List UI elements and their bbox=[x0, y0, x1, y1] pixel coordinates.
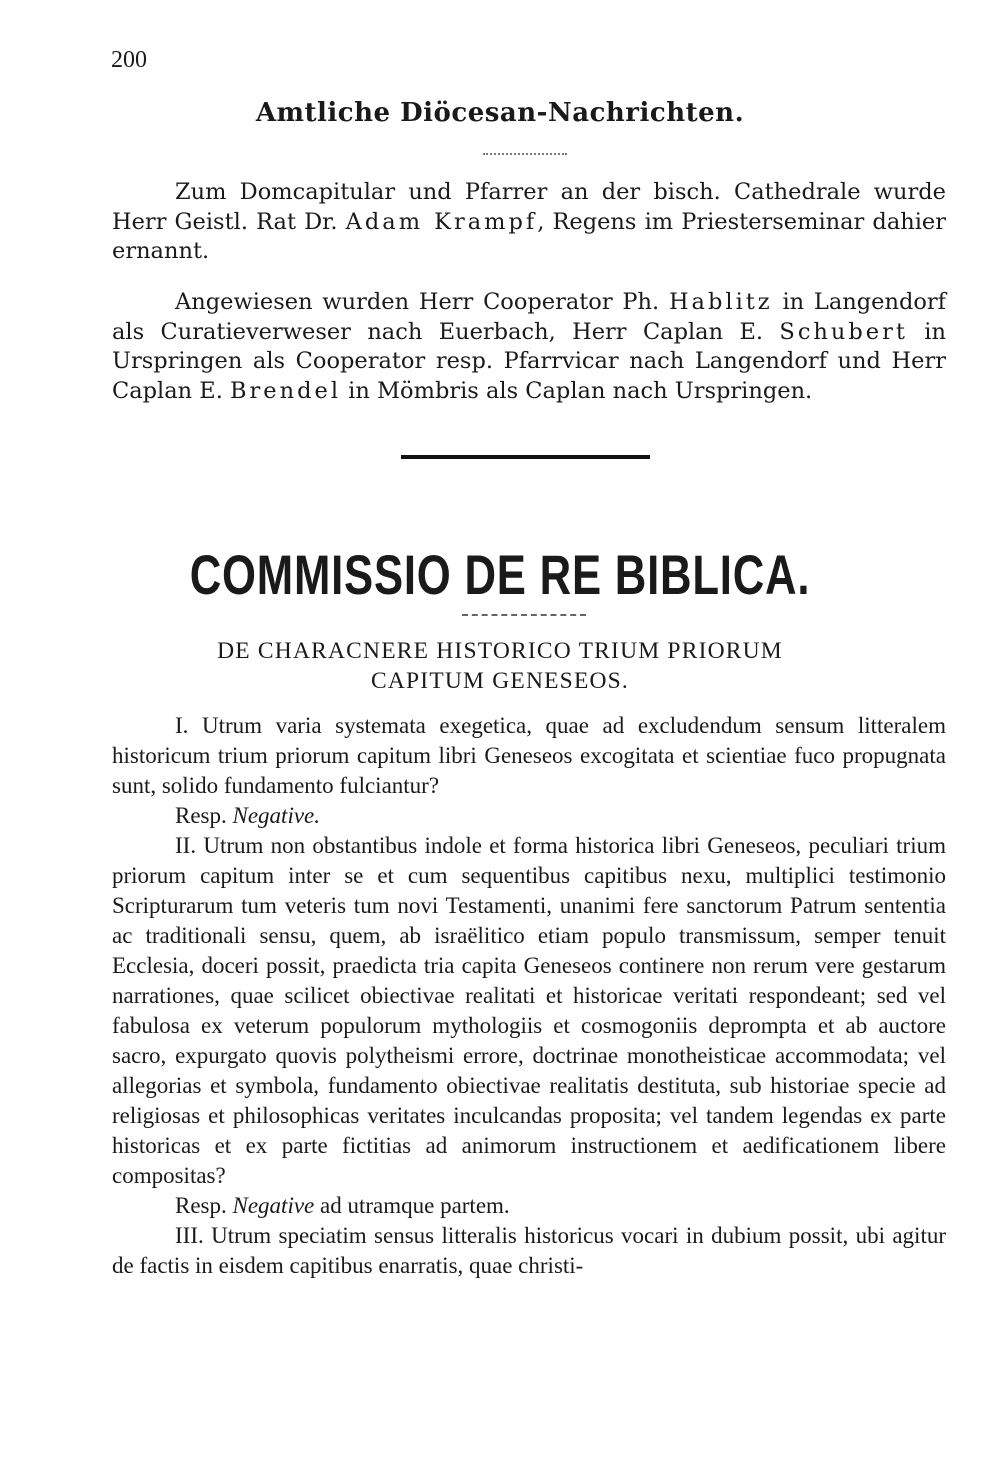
page-number: 200 bbox=[111, 47, 147, 73]
announcement-text: Zum Domcapitular und Pfarrer an der bisch. Cathedrale wurde Herr Geistl. Rat Dr. bbox=[112, 179, 946, 235]
latin-text bbox=[112, 711, 946, 1281]
response-answer: Negative. bbox=[232, 803, 320, 828]
main-title: COMMISSIO DE RE BIBLICA. bbox=[189, 543, 811, 606]
announcement-paragraph-1 bbox=[112, 178, 946, 267]
response-2 bbox=[112, 1191, 946, 1221]
person-name: Hablitz bbox=[668, 289, 773, 315]
announcement-paragraph-2 bbox=[112, 288, 946, 406]
response-rest: ad utramque partem. bbox=[314, 1193, 510, 1218]
response-answer: Negative bbox=[232, 1193, 315, 1218]
announcement-text: in Langendorf als Curatieverweser nach Euerbach, Herr Caplan E. bbox=[112, 289, 946, 345]
announcement-text: in Mömbris als Caplan nach Urspringen. bbox=[341, 377, 813, 404]
subtitle-line-1: DE CHARACNERE HISTORICO TRIUM PRIORUM bbox=[217, 638, 783, 664]
section-heading: Amtliche Diöcesan-Nachrichten. bbox=[255, 98, 745, 128]
question-3: III. Utrum speciatim sensus litteralis historicus vocari in dubium possit, ubi agitur de factis in eisdem capitibus enarratis, quae christi- bbox=[112, 1223, 946, 1278]
announcement-text: Angewiesen wurden Herr Cooperator Ph. bbox=[175, 289, 669, 315]
response-label: Resp. bbox=[175, 1193, 227, 1218]
response-label: Resp. bbox=[175, 803, 227, 828]
subtitle bbox=[150, 636, 850, 696]
announcement-text: , Regens im Priesterseminar dahier ernannt. bbox=[112, 208, 946, 264]
question-2: II. Utrum non obstantibus indole et forma historica libri Geneseos, peculiari trium priorum capitum inter se et cum sequentibus capitibus nexu, multiplici testimonio Scripturarum tum veteris tum novi Testamenti, unanimi fere sanctorum Patrum sententia ac traditionali sensu, quem, ab israëlitico etiam populo transmissum, semper tenuit Ecclesia, doceri possit, praedicta tria capita Geneseos continere non rerum vere gestarum narrationes, quae scilicet obiectivae realitati et historicae veritati respondeant; sed vel fabulosa ex veterum populorum mythologiis et cosmogoniis deprompta et ab auctore sacro, expurgato quovis polytheismi errore, doctrinae monotheisticae accommodata; vel allegorias et symbola, fundamento obiectivae realitatis destituta, sub historiae specie ad religiosas et philosophicas veritates inculcandas proposita; vel tandem legendas ex parte historicas et ex parte fictitias ad animorum instructionem et aedificationem libere compositas? bbox=[112, 833, 946, 1188]
person-name: Schubert bbox=[779, 318, 908, 345]
announcement-text: in Urspringen als Cooperator resp. Pfarrvicar nach Langendorf und Herr Caplan E. bbox=[112, 318, 946, 404]
heading-ornament bbox=[483, 153, 567, 155]
subtitle-line-2: CAPITUM GENESEOS. bbox=[370, 668, 630, 694]
person-name: Brendel bbox=[230, 377, 342, 404]
section-divider bbox=[401, 455, 650, 459]
person-name: Adam Krampf bbox=[345, 208, 538, 235]
title-ornament bbox=[462, 614, 586, 616]
question-1: I. Utrum varia systemata exegetica, quae ad excludendum sensum litteralem historicum trium priorum capitum libri Geneseos excogitata et scientiae fuco propugnata sunt, solido fundamento fulciantur? bbox=[112, 713, 946, 798]
response-1 bbox=[112, 801, 946, 831]
